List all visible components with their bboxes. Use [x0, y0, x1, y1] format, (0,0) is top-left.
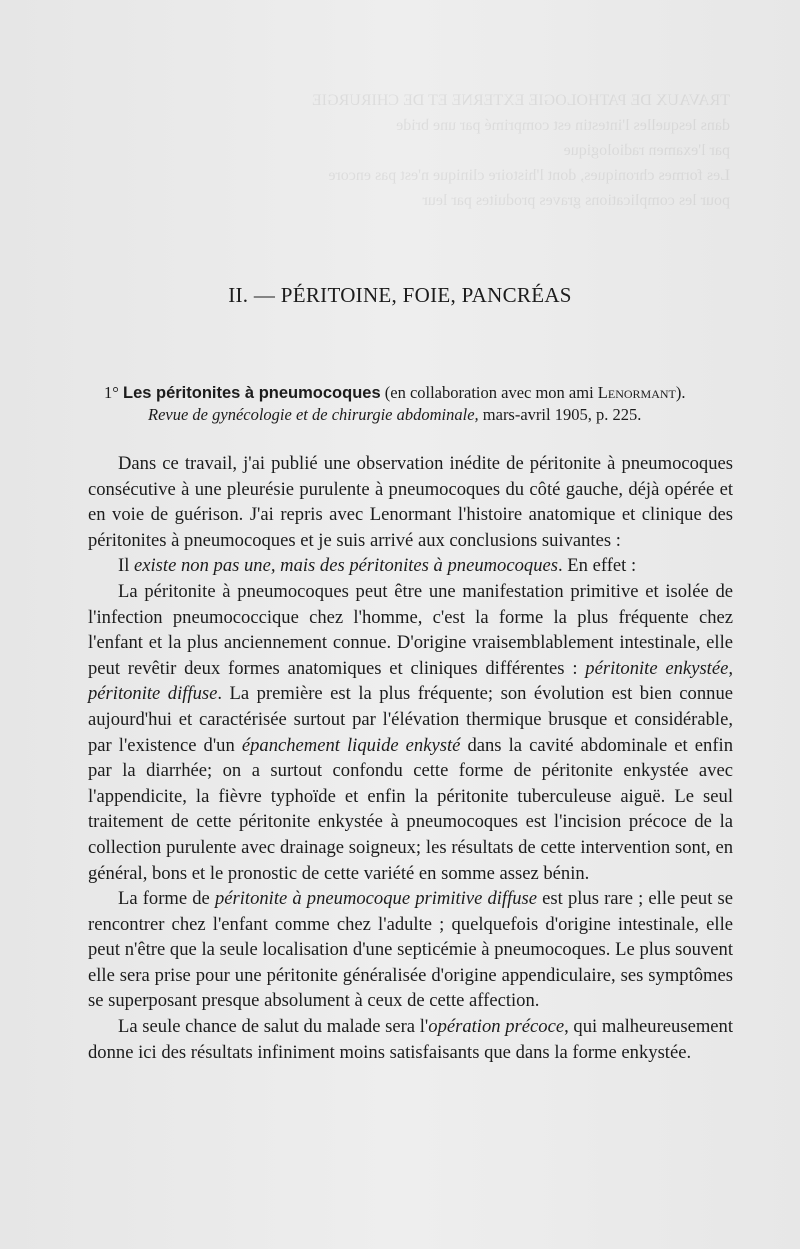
collab-prefix: (en collaboration avec mon ami [380, 383, 598, 402]
paragraph-3: La péritonite à pneumocoques peut être une manifestation primitive et isolée de l'infection pneumococcique chez l'homme, c'est la forme la plus fréquente chez l'enfant et la plus anciennement connue. D'origine vraisemblablement intestinale, elle peut revêtir deux formes anatomiques et cliniques différentes : péritonite enkystée, péritonite diffuse. La première est la plus fréquente; son évolution est bien connue aujourd'hui et caractérisée surtout par l'élévation thermique brusque et considérable, par l'existence d'un épanchement liquide enkysté dans la cavité abdominale et enfin par la diarrhée; on a surtout confondu cette forme de péritonite enkystée avec l'appendicite, la fièvre typhoïde et enfin la péritonite tuberculeuse aiguë. Le seul traitement de cette péritonite enkystée à pneumocoques est l'incision précoce de la collection purulente avec drainage soigneux; les résultats de cette intervention sont, en général, bons et le pronostic de cette variété en somme assez bénin. [88, 580, 733, 884]
article-title: Les péritonites à pneumocoques [122, 384, 381, 402]
paragraph-5: La seule chance de salut du malade sera l'opération précoce, qui malheureusement donne ici des résultats infiniment moins satisfaisants que dans la forme enkystée. [88, 1016, 733, 1063]
collab-suffix: ). [675, 383, 686, 402]
paragraph-4: La forme de péritonite à pneumocoque primitive diffuse est plus rare ; elle peut se rencontrer chez l'enfant comme chez l'adulte ; quelquefois d'origine intestinale, elle peut n'être que la seule localisation d'une septicémie à pneumocoques. Le plus souvent elle sera prise pour une péritonite généralisée d'origine appendiculaire, ses symptômes se superposant presque absolument à ceux de cette affection. [88, 888, 733, 1012]
journal-name: Revue de gynécologie et de chirurgie abdominale, [148, 405, 479, 424]
article-heading [104, 382, 732, 404]
show-through-text: TRAVAUX DE PATHOLOGIE EXTERNE ET DE CHIRURGIE dans lesquelles l'intestin est comprimé par une bride par l'examen radiologique Les formes chroniques, dont l'histoire clinique n'est pas encore pour les complications graves produites par leur [311, 92, 730, 209]
section-heading: II. — PÉRITOINE, FOIE, PANCRÉAS [228, 283, 572, 307]
article-body [88, 451, 733, 1065]
article-number: 1° [104, 383, 119, 402]
paragraph-2: Il existe non pas une, mais des péritonites à pneumocoques. En effet : [118, 555, 637, 577]
collaborator-name: Lenormant [597, 383, 676, 402]
publication-date: mars-avril 1905, p. 225. [478, 405, 642, 424]
paragraph-1: Dans ce travail, j'ai publié une observation inédite de péritonite à pneumocoques consécutive à une pleurésie purulente à pneumocoques du côté gauche, déjà opérée et en voie de guérison. J'ai repris avec Lenormant l'histoire anatomique et clinique des péritonites à pneumocoques et je suis arrivé aux conclusions suivantes : [88, 453, 733, 551]
citation [148, 404, 732, 426]
